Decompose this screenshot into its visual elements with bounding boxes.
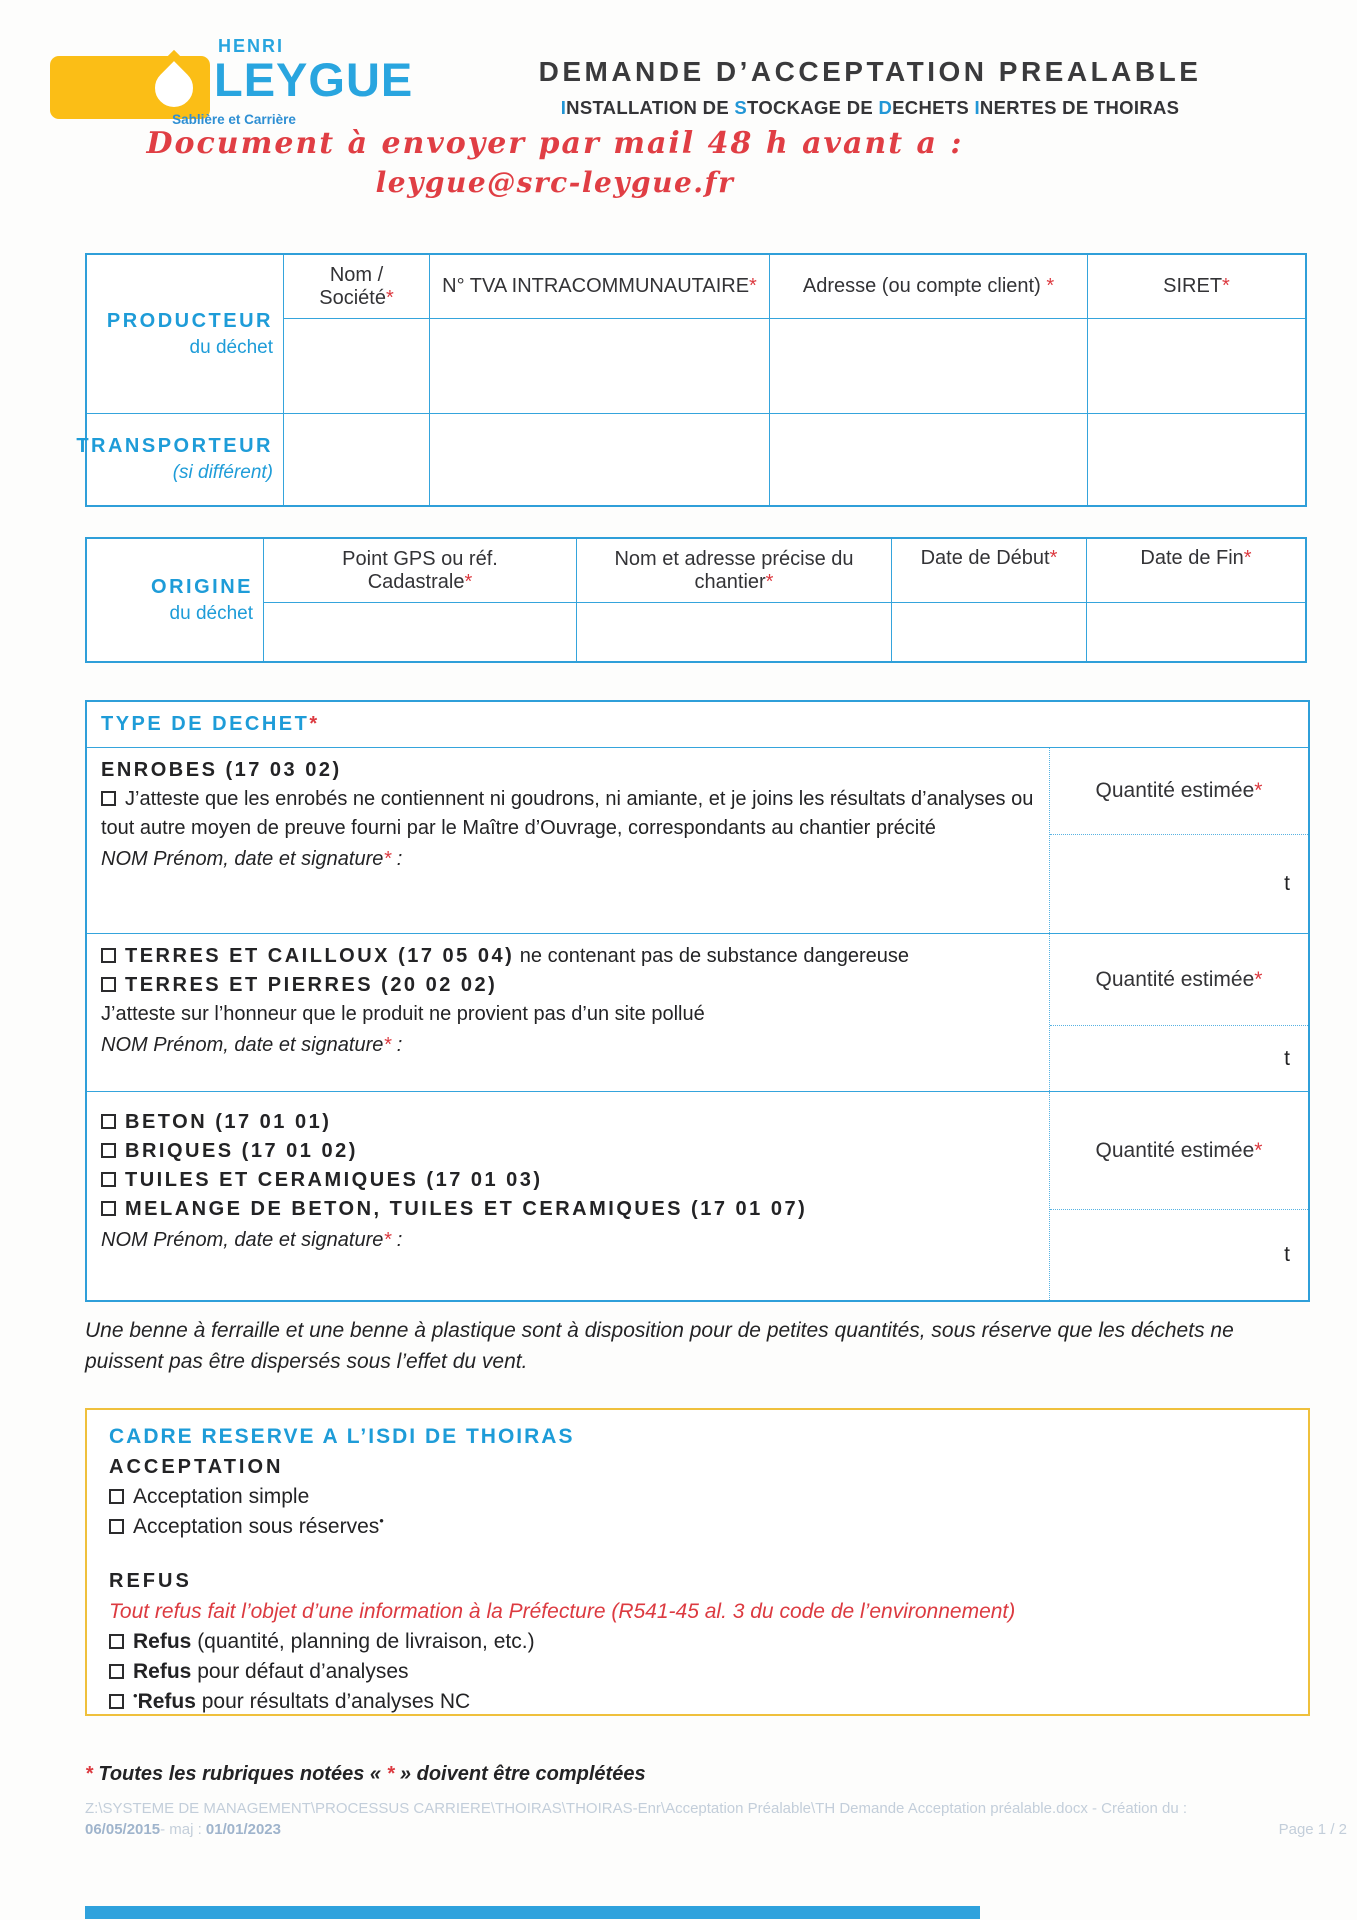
- enrobes-quantity-col: [1050, 748, 1308, 933]
- col-header-name-company: Nom / Société*: [284, 255, 430, 319]
- transporter-row-label: [76, 414, 284, 505]
- transporter-vat-field[interactable]: [430, 414, 770, 505]
- producer-sublabel: du déchet: [189, 336, 273, 358]
- revision-dates: 06/05/2015- maj : 01/01/2023: [85, 1821, 281, 1838]
- refus-quantity-checkbox[interactable]: [109, 1634, 124, 1649]
- skip-bins-note: Une benne à ferraille et une benne à plastique sont à disposition pour de petites quantités, sous réserve que les déchets ne puissent pas être dispersés sous l’effet du vent.: [85, 1319, 1234, 1373]
- bottom-blue-bar: [85, 1906, 980, 1919]
- producer-name-field[interactable]: [284, 319, 430, 414]
- acceptation-simple-option: Acceptation simple: [109, 1482, 1286, 1512]
- terres-pierres-checkbox[interactable]: [101, 977, 116, 992]
- producer-siret-field[interactable]: [1088, 319, 1305, 414]
- producer-table: [76, 253, 1307, 507]
- col-header-address: Adresse (ou compte client) *: [770, 255, 1088, 319]
- page-number: Page 1 / 2: [1278, 1821, 1347, 1838]
- waste-row-enrobes: [87, 748, 1308, 933]
- col-header-start-date: Date de Début*: [892, 539, 1087, 603]
- enrobes-checkbox[interactable]: [101, 791, 116, 806]
- enrobes-attestation: J’atteste que les enrobés ne contiennent ni goudrons, ni amiante, et je joins les résultats d’analyses ou tout autre moyen de preuve fourni par le Maître d’Ouvrage, correspondants au chantier précité: [101, 788, 1034, 839]
- signature-line: NOM Prénom, date et signature* :: [101, 1034, 403, 1056]
- refus-nc-option: •Refus pour résultats d’analyses NC: [109, 1687, 1286, 1717]
- logo-brand-subtitle: Sablière et Carrière: [172, 112, 296, 127]
- origin-site-field[interactable]: [577, 603, 892, 661]
- transporter-sublabel: (si différent): [172, 462, 273, 483]
- mail-address: leygue@src-leygue.fr: [375, 166, 735, 199]
- col-header-gps: Point GPS ou réf. Cadastrale*: [264, 539, 577, 603]
- document-title: DEMANDE D’ACCEPTATION PREALABLE: [538, 56, 1202, 87]
- tuiles-checkbox[interactable]: [101, 1172, 116, 1187]
- spacer: [109, 1542, 1286, 1566]
- enrobes-quantity-field[interactable]: t: [1284, 872, 1290, 895]
- briques-checkbox[interactable]: [101, 1143, 116, 1158]
- producer-address-field[interactable]: [770, 319, 1088, 414]
- beton-description: [87, 1092, 1050, 1300]
- briques-item: BRIQUES (17 01 02): [101, 1137, 1037, 1166]
- document-subtitle: INSTALLATION DE STOCKAGE DE DECHETS INERTES DE THOIRAS: [560, 97, 1180, 118]
- refus-heading: REFUS: [109, 1570, 192, 1592]
- enrobes-heading: ENROBES (17 03 02): [101, 759, 342, 781]
- page-footer: [85, 1798, 1347, 1840]
- terres-cailloux-item: TERRES ET CAILLOUX (17 05 04) ne contenant pas de substance dangereuse: [101, 942, 1037, 971]
- transporter-label: TRANSPORTEUR: [76, 435, 273, 457]
- refus-analyses-option: Refus pour défaut d’analyses: [109, 1657, 1286, 1687]
- terres-cailloux-checkbox[interactable]: [101, 948, 116, 963]
- required-fields-footnote: * Toutes les rubriques notées « * » doivent être complétées: [85, 1763, 646, 1785]
- terres-quantity-field[interactable]: t: [1284, 1046, 1290, 1070]
- isdi-reserved-box: [85, 1408, 1310, 1716]
- producer-row-label: [87, 255, 284, 414]
- transporter-siret-field[interactable]: [1088, 414, 1305, 505]
- beton-checkbox[interactable]: [101, 1114, 116, 1129]
- refus-quantity-option: Refus (quantité, planning de livraison, etc.): [109, 1627, 1286, 1657]
- origin-end-date-field[interactable]: [1087, 603, 1305, 661]
- document-header: [430, 56, 1310, 119]
- mail-instruction: [55, 126, 1055, 199]
- producer-vat-field[interactable]: [430, 319, 770, 414]
- beton-quantity-field[interactable]: t: [1284, 1243, 1290, 1266]
- col-header-siret: SIRET*: [1088, 255, 1305, 319]
- terres-quantity-col: [1050, 934, 1308, 1091]
- producer-label: PRODUCTEUR: [106, 309, 273, 332]
- acceptation-reserves-checkbox[interactable]: [109, 1519, 124, 1534]
- col-header-vat: N° TVA INTRACOMMUNAUTAIRE*: [430, 255, 770, 319]
- origin-sublabel: du déchet: [169, 602, 253, 624]
- quantity-header: Quantité estimée*: [1050, 748, 1308, 835]
- signature-line: NOM Prénom, date et signature* :: [101, 1229, 403, 1251]
- waste-row-beton: [87, 1091, 1308, 1300]
- quantity-header: Quantité estimée*: [1050, 934, 1308, 1026]
- col-header-end-date: Date de Fin*: [1087, 539, 1305, 603]
- origin-table: [85, 537, 1307, 663]
- quantity-header: Quantité estimée*: [1050, 1092, 1308, 1210]
- refus-legal-note: Tout refus fait l’objet d’une information à la Préfecture (R541-45 al. 3 du code de l’environnement): [109, 1600, 1016, 1623]
- mail-instruction-line: Document à envoyer par mail 48 h avant a :: [146, 126, 964, 161]
- waste-row-terres: [87, 933, 1308, 1091]
- origin-row-label: [87, 539, 264, 661]
- terres-attestation: J’atteste sur l’honneur que le produit ne provient pas d’un site pollué: [101, 1003, 705, 1025]
- logo-brand-top: HENRI: [218, 36, 285, 56]
- origin-label: ORIGINE: [151, 575, 253, 598]
- enrobes-description: [87, 748, 1050, 933]
- terres-description: [87, 934, 1050, 1091]
- tuiles-item: TUILES ET CERAMIQUES (17 01 03): [101, 1166, 1037, 1195]
- melange-item: MELANGE DE BETON, TUILES ET CERAMIQUES (17 01 07): [101, 1195, 1037, 1224]
- file-path-line: Z:\SYSTEME DE MANAGEMENT\PROCESSUS CARRIERE\THOIRAS\THOIRAS-Enr\Acceptation Préalable\TH Demande Acceptation préalable.docx - Création du :: [85, 1800, 1188, 1817]
- transporter-address-field[interactable]: [770, 414, 1088, 505]
- transporter-name-field[interactable]: [284, 414, 430, 505]
- terres-pierres-item: TERRES ET PIERRES (20 02 02): [101, 971, 1037, 1000]
- acceptation-reserves-option: Acceptation sous réserves•: [109, 1512, 1286, 1542]
- waste-type-table: [85, 700, 1310, 1302]
- logo-brand-main: LEYGUE: [214, 53, 414, 106]
- signature-line: NOM Prénom, date et signature* :: [101, 848, 403, 870]
- refus-analyses-checkbox[interactable]: [109, 1664, 124, 1679]
- acceptation-simple-checkbox[interactable]: [109, 1489, 124, 1504]
- acceptation-heading: ACCEPTATION: [109, 1456, 284, 1478]
- origin-gps-field[interactable]: [264, 603, 577, 661]
- reserved-box-title: CADRE RESERVE A L’ISDI DE THOIRAS: [109, 1425, 575, 1448]
- col-header-site: Nom et adresse précise du chantier*: [577, 539, 892, 603]
- origin-start-date-field[interactable]: [892, 603, 1087, 661]
- melange-checkbox[interactable]: [101, 1201, 116, 1216]
- waste-table-title: TYPE DE DECHET *: [87, 702, 1308, 748]
- beton-item: BETON (17 01 01): [101, 1108, 1037, 1137]
- refus-nc-checkbox[interactable]: [109, 1694, 124, 1709]
- beton-quantity-col: [1050, 1092, 1308, 1300]
